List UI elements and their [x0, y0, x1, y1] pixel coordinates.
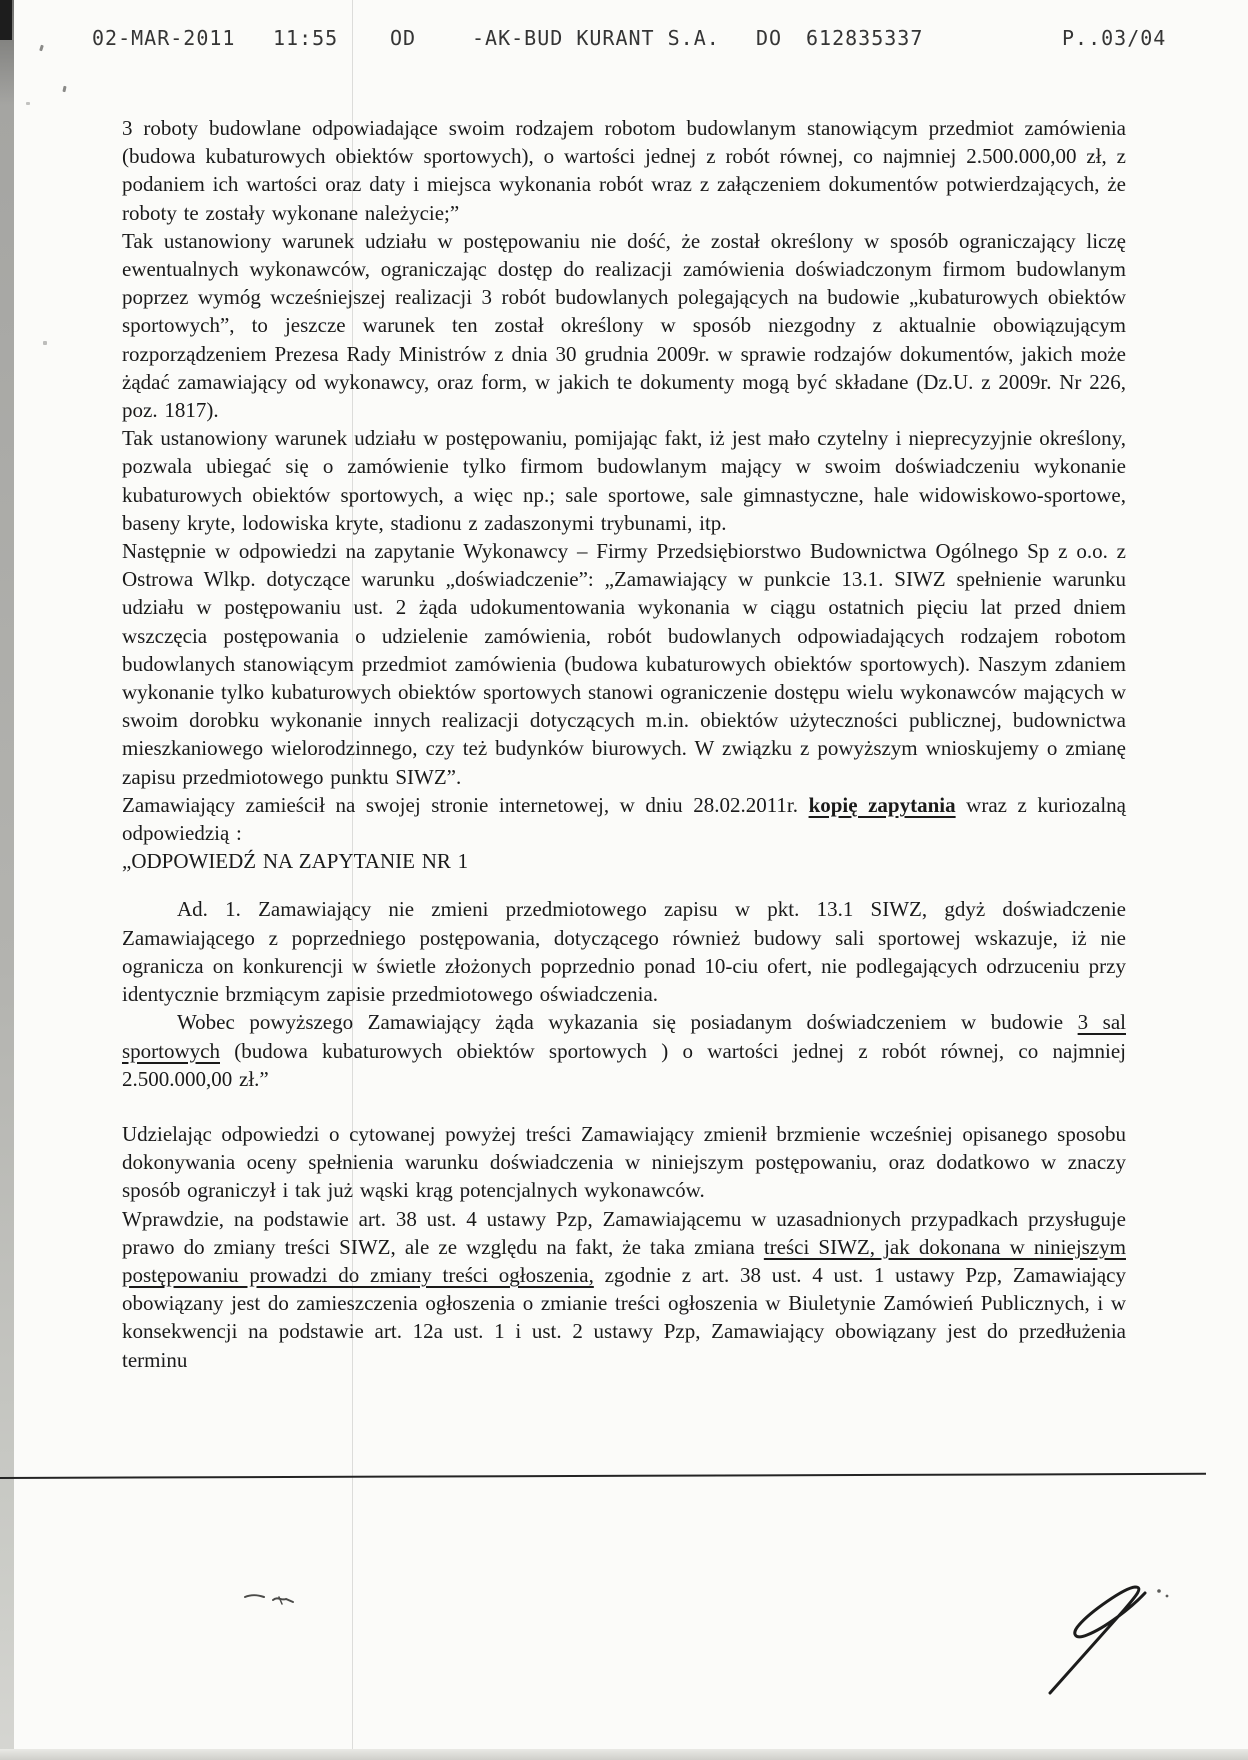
scan-speck	[43, 341, 47, 345]
text-run: treści SIWZ, jak dokonana w niniejszym postępowaniu prowadzi do zmiany treści ogłoszenia,	[122, 1234, 1126, 1287]
fax-recipient-number: 612835337	[806, 26, 924, 50]
fax-date: 02-MAR-2011	[92, 26, 236, 50]
scanner-bottom-edge	[0, 1749, 1248, 1760]
fax-sender-name: -AK-BUD KURANT S.A.	[472, 26, 720, 50]
scanner-edge-shadow	[0, 0, 14, 1760]
text-run: „ODPOWIEDŹ NA ZAPYTANIE NR 1	[122, 849, 469, 874]
text-run: Tak ustanowiony warunek udziału w postępowaniu, pomijając fakt, iż jest mało czytelny i nieprecyzyjnie określony, pozwala ubiegać się o zamówienie tylko firmom budowlanym mający w swoim doświadczeniu wykonanie kubaturowych obiektów sportowych, a więc np.; sale sportowe, sale gimnastyczne, hale widowiskowo-sportowe, baseny kryte, lodowiska kryte, stadionu z zadaszonymi trybunami, itp.	[122, 426, 1126, 535]
handwritten-signature-paraph-icon	[1028, 1582, 1178, 1697]
text-run: wraz z kuriozalną odpowiedzią :	[122, 792, 1126, 846]
paragraph-answer-ad1	[122, 895, 1126, 1008]
paragraph-commentary-legal-basis	[122, 1205, 1126, 1374]
fax-to-label: DO	[756, 26, 783, 50]
text-run: Tak ustanowiony warunek udziału w postępowaniu nie dość, że został określony w sposób ograniczający liczę ewentualnych wykonawców, ograniczając dostęp do realizacji zamówienia doświadczonym firmom budowlanym poprzez wymóg wcześniejszej realizacji 3 robót budowlanych polegających na budowie „kubaturowych obiektów sportowych”, to jeszcze warunek ten został określony w sposób niezgodny z aktualnie obowiązującym rozporządzeniem Prezesa Rady Ministrów z dnia 30 grudnia 2009r. w sprawie rodzajów dokumentów, jakich może żądać zamawiający od wykonawcy, oraz form, w jakich te dokumenty mogą być składane (Dz.U. z 2009r. Nr 226, poz. 1817).	[122, 228, 1126, 423]
text-run: Wprawdzie, na podstawie art. 38 ust. 4 ustawy Pzp, Zamawiającemu w uzasadnionych przypadkach przysługuje prawo do zmiany treści SIWZ, ale ze względu na fakt, że taka zmiana	[122, 1206, 1126, 1259]
text-run: 3 sal sportowych	[122, 1010, 1126, 1063]
full-width-underline-scan-line	[0, 1473, 1206, 1479]
paragraph-answer-requirement	[122, 1008, 1126, 1093]
paragraph-quoted-siwz-clause	[122, 114, 1126, 227]
fax-page-indicator: P..03/04	[1062, 26, 1167, 50]
text-run: kopię zapytania	[808, 792, 956, 817]
text-run: Następnie w odpowiedzi na zapytanie Wykonawcy – Firmy Przedsiębiorstwo Budownictwa Ogólnego Sp z o.o. z Ostrowa Wlkp. dotyczące warunku „doświadczenie”: „Zamawiający w punkcie 13.1. SIWZ spełnienie warunku udziału w postępowaniu ust. 2 żąda udokumentowania wykonania w ciągu ostatnich pięciu lat przed dniem wszczęcia postępowania o udzielenie zamówienia, robót budowlanych odpowiadających rodzajem robotom budowlanych stanowiącym przedmiot zamówienia (budowa kubaturowych obiektów sportowych). Naszym zdaniem wykonanie tylko kubaturowych obiektów sportowych stanowi ograniczenie dostępu wielu wykonawców mających w swoim dorobku wykonanie innych realizacji dotyczących m.in. obiektów użyteczności publicznej, budownictwa mieszkaniowego wielorodzinnego, czy też budynków biurowych. W związku z powyższym wnioskujemy o zmianę zapisu przedmiotowego punktu SIWZ”.	[122, 539, 1126, 789]
letter-body	[122, 114, 1126, 1374]
text-run: Wobec powyższego Zamawiający żąda wykazania się posiadanym doświadczeniem w budowie	[177, 1010, 1078, 1035]
text-run: Udzielając odpowiedzi o cytowanej powyżej treści Zamawiający zmienił brzmienie wcześniej opisanego sposobu dokonywania oceny spełnienia warunku doświadczenia w niniejszym postępowaniu, oraz dodatkowo w znaczy sposób ograniczył i tak już wąski krąg potencjalnych wykonawców.	[122, 1121, 1126, 1203]
text-run: Ad. 1. Zamawiający nie zmieni przedmiotowego zapisu w pkt. 13.1 SIWZ, gdyż doświadczenie Zamawiającego z poprzedniego postępowania, dotyczącego również budowy sali sportowej wskazuje, iż nie ogranicza on konkurencji w świetle złożonych poprzednio ponad 10-ciu ofert, nie podlegających odrzuceniu przy identycznie brzmiącym zapisie przedmiotowego oświadczenia.	[122, 897, 1126, 1007]
scan-speck	[62, 86, 66, 92]
fax-time: 11:55	[273, 26, 339, 50]
paragraph-commentary-condition-2	[122, 424, 1126, 537]
text-run: Zamawiający zamieścił na swojej stronie internetowej, w dniu 28.02.2011r.	[122, 792, 809, 817]
text-run: 3 roboty budowlane odpowiadające swoim rodzajem robotom budowlanym stanowiącym przedmiot zamówienia (budowa kubaturowych obiektów sportowych), o wartości jednej z robót równej, co najmniej 2.500.000,00 zł, z podaniem ich wartości oraz daty i miejsca wykonania robót wraz z załączeniem dokumentów potwierdzających, że roboty te zostały wykonane należycie;”	[122, 116, 1126, 225]
paragraph-commentary-condition-1	[122, 227, 1126, 424]
text-run: (budowa kubaturowych obiektów sportowych ) o wartości jednej z robót równej, co najmniej 2.500.000,00 zł.”	[122, 1038, 1126, 1091]
paragraph-commentary-answer	[122, 1120, 1126, 1205]
fax-from-label: OD	[390, 26, 417, 50]
small-pen-squiggle-icon	[243, 1588, 305, 1610]
text-run: zgodnie z art. 38 ust. 4 ust. 1 ustawy Pzp, Zamawiający obowiązany jest do zamieszczenia ogłoszenia o zmianie treści ogłoszenia w Biuletynie Zamówień Publicznych, i w konsekwencji na podstawie art. 12a ust. 1 i ust. 2 ustawy Pzp, Zamawiający obowiązany jest do przedłużenia terminu	[122, 1262, 1127, 1372]
fax-header	[0, 26, 1248, 52]
paragraph-answer-heading	[122, 847, 1126, 875]
paragraph-website-publication-note	[122, 791, 1126, 847]
paragraph-contractor-question	[122, 537, 1126, 791]
